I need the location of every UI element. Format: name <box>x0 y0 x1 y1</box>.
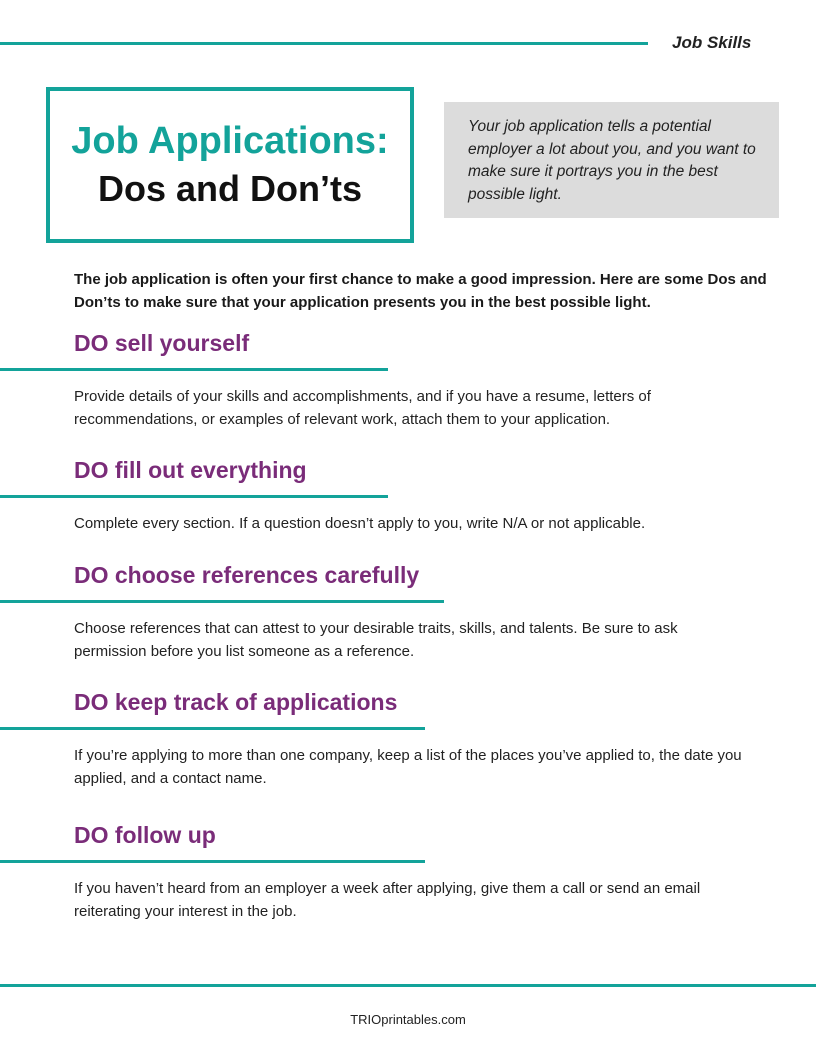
section-heading: DO follow up <box>74 822 216 848</box>
lead-paragraph: The job application is often your first chance to make a good impression. Here are some Dos and Don’ts to make sure that your application presents you in the best possible light. <box>74 271 767 311</box>
bottom-divider <box>0 984 816 987</box>
section-body: If you’re applying to more than one company, keep a list of the places you’ve applied to, the date you applied, and a contact name. <box>74 747 742 787</box>
section-heading: DO sell yourself <box>74 330 250 356</box>
section-heading: DO choose references carefully <box>74 562 420 588</box>
section-divider <box>0 727 425 730</box>
intro-callout: Your job application tells a potential employer a lot about you, and you want to make sure it portrays you in the best possible light. <box>444 102 779 218</box>
page-subtitle: Dos and Don’ts <box>97 168 362 210</box>
section-divider <box>0 368 388 371</box>
section-divider <box>0 860 425 863</box>
title-box <box>46 87 414 243</box>
category-label: Job Skills <box>672 33 752 52</box>
section-body: Choose references that can attest to your desirable traits, skills, and talents. Be sure to ask permission before you list someone as a reference. <box>74 620 678 660</box>
section-divider <box>0 600 444 603</box>
section-body: Provide details of your skills and accomplishments, and if you have a resume, letters of recommendations, or examples of relevant work, attach them to your application. <box>74 388 651 428</box>
section-body: If you haven’t heard from an employer a week after applying, give them a call or send an email reiterating your interest in the job. <box>74 880 701 920</box>
footer-website: TRIOprintables.com <box>350 1012 466 1027</box>
section-heading: DO fill out everything <box>74 457 307 483</box>
section-divider <box>0 495 388 498</box>
page-title: Job Applications: <box>71 119 389 162</box>
section-body: Complete every section. If a question doesn’t apply to you, write N/A or not applicable. <box>74 515 646 532</box>
section-heading: DO keep track of applications <box>74 689 398 715</box>
top-divider <box>0 42 648 45</box>
